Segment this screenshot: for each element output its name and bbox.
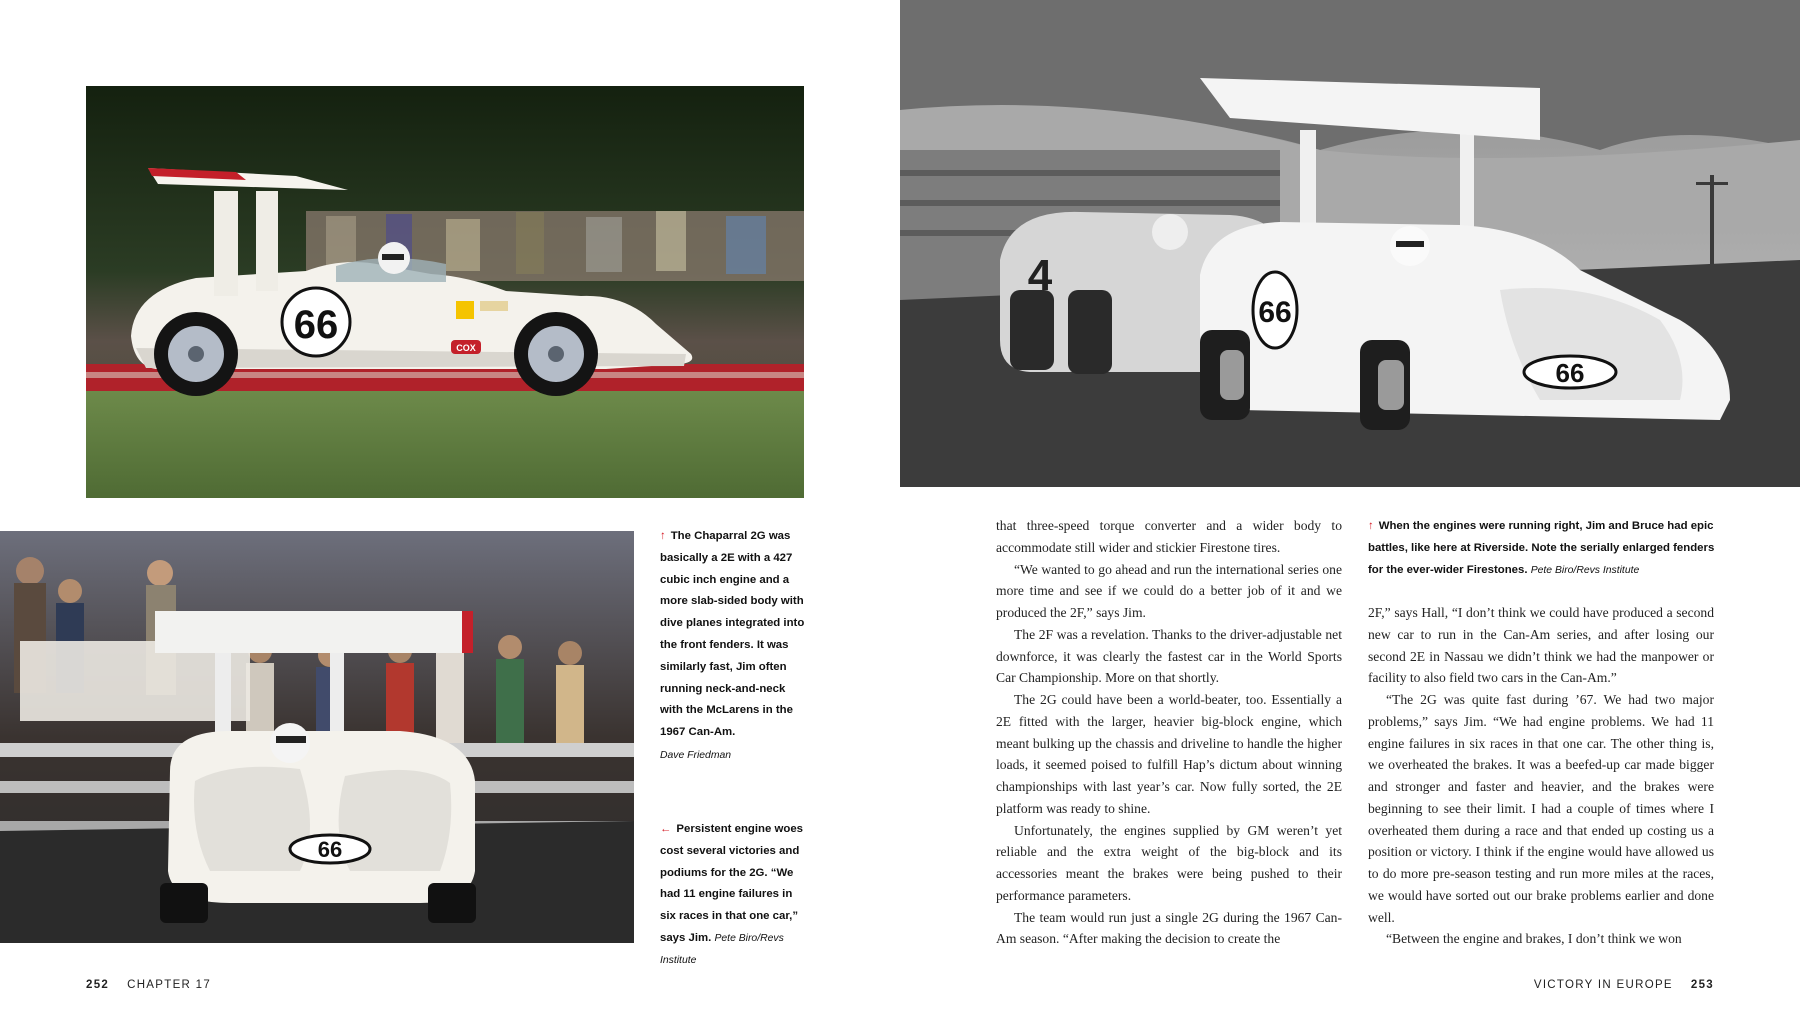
photo-chaparral-2g-side-view <box>86 86 804 498</box>
sponsor-decal: COX <box>456 343 476 353</box>
section-title: VICTORY IN EUROPE <box>1533 979 1673 991</box>
page-number: 253 <box>1690 979 1714 991</box>
paragraph: that three-speed torque converter and a wider body to accommodate still wider and stickier Firestone tires. <box>996 518 1342 555</box>
caption-text: When the engines were running right, Jim and Bruce had epic battles, like here at Riverside. Note the serially enlarged fenders for the ever-wider Firestones. <box>1368 520 1715 576</box>
caption-text: The Chaparral 2G was basically a 2E with a 427 cubic inch engine and a more slab-sided body with dive planes integrated into the front fenders. It was similarly fast, Jim often running neck-and-neck with the McLarens in the 1967 Can-Am. <box>660 530 805 739</box>
arrow-left-icon: ← <box>660 823 672 835</box>
arrow-up-icon: ↑ <box>660 530 666 542</box>
car-number-nose: 66 <box>1555 358 1585 388</box>
photo-credit: Pete Biro/Revs Institute <box>660 932 784 966</box>
caption-riverside <box>1368 516 1728 581</box>
paragraph: The 2F was a revelation. Thanks to the driver-adjustable net downforce, it was clearly the fastest car in the World Sports Car Championship. More on that shortly. <box>996 626 1342 686</box>
folio-left <box>86 979 211 991</box>
paragraph: The 2G could have been a world-beater, too. Essentially a 2E fitted with the larger, heavier big-block engine, which meant bulking up the chassis and driveline to handle the higher loads, it seemed poised to fulfill Hap’s dictum about winning championships with last year’s car. Now fully sorted, the 2E platform was ready to shine. <box>996 692 1342 816</box>
paragraph: The team would run just a single 2G during the 1967 Can-Am season. “After making the decision to create the <box>996 909 1342 947</box>
paragraph: Unfortunately, the engines supplied by GM weren’t yet reliable and the extra weight of the big-block and its accessories meant the brakes were being pushed to their performance parameters. <box>996 822 1342 903</box>
paragraph: 2F,” says Hall, “I don’t think we could have produced a second new car to run in the Can-Am series, and after losing our second 2E in Nassau we didn’t think we had the manpower or facility to also field two cars in the Can-Am.” <box>1368 605 1714 686</box>
paragraph: “We wanted to go ahead and run the international series one more time and see if we could do a better job of it and we produced the 2F,” says Jim. <box>996 561 1342 620</box>
body-column-right <box>1368 602 1714 950</box>
paragraph: “The 2G was quite fast during ’67. We had two major problems,” says Jim. “We had engine problems. We had 11 engine failures in six races in that one car. The other thing is, we overheated the brakes. It was a beefed-up car made bigger and stronger and faster and heavier, and the brakes were beginning to see their limit. I had a couple of times where I overheated them during a race and that ended up costing us a position or victory. I think if the engine would have allowed us to do more pre-season testing and run more miles at the races, we would have sorted out our brake problems earlier and done well. <box>1368 692 1714 925</box>
photo-chaparral-2g-front-view <box>0 531 634 943</box>
caption-chaparral-2g <box>660 526 810 767</box>
photo-credit: Pete Biro/Revs Institute <box>1530 564 1640 576</box>
caption-text: Persistent engine woes cost several victories and podiums for the 2G. “We had 11 engine failures in six races in that one car,” says Jim. <box>660 823 803 944</box>
photo-credit: Dave Friedman <box>660 749 732 761</box>
photo-riverside-battle <box>900 0 1800 487</box>
car-number-label: 66 <box>317 837 343 862</box>
car-number-label: 66 <box>1258 296 1292 329</box>
paragraph: “Between the engine and brakes, I don’t think we won <box>1386 931 1682 947</box>
folio-right <box>1534 979 1714 991</box>
caption-engine-woes <box>660 819 810 972</box>
car-number-label: 66 <box>293 303 339 347</box>
page-number: 252 <box>86 979 110 991</box>
body-column-middle <box>996 515 1342 950</box>
arrow-up-icon: ↑ <box>1368 520 1374 532</box>
chapter-label: CHAPTER 17 <box>127 979 212 991</box>
second-car-number: 4 <box>1027 251 1053 300</box>
